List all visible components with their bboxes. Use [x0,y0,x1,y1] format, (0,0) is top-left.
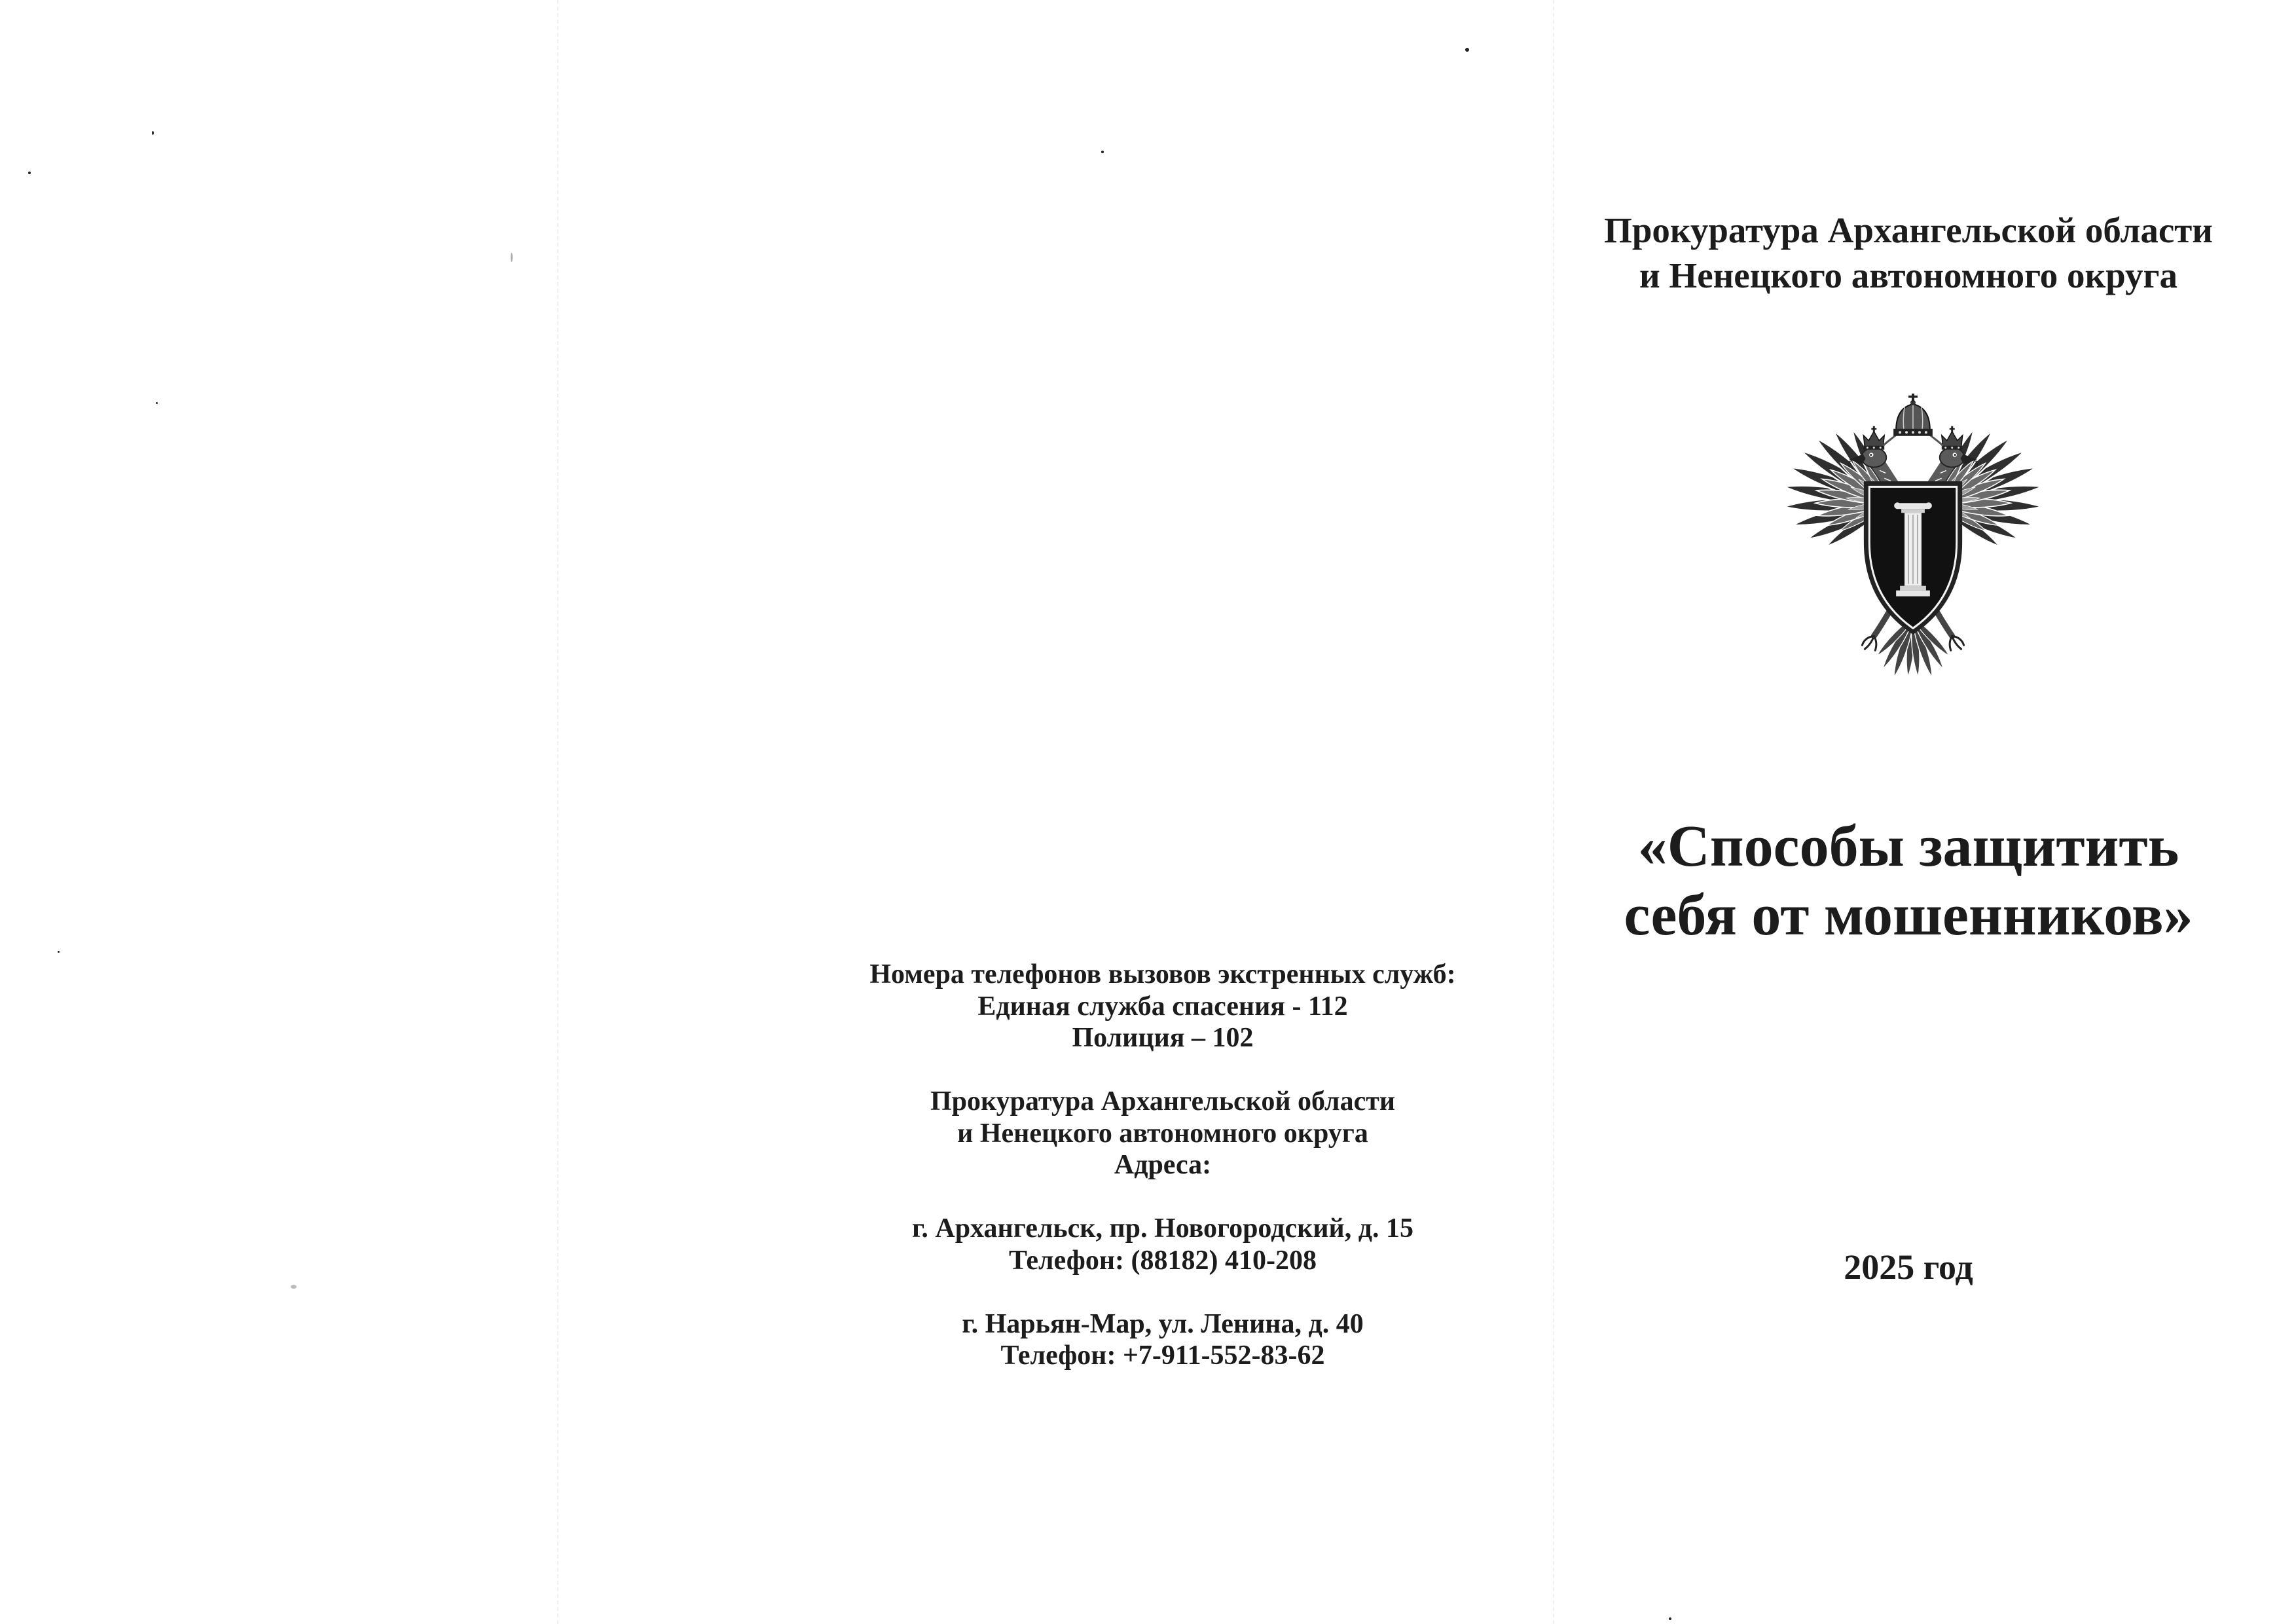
addresses-label: Адреса: [1114,1150,1212,1180]
emergency-line-rescue: Единая служба спасения - 112 [977,991,1348,1022]
office-naryan-mar [803,1308,1523,1372]
organization-name-line-1: Прокуратура Архангельской области [1604,210,2213,250]
cover-panel [1532,0,2285,1624]
organization-name-line-2: и Ненецкого автономного округа [957,1118,1368,1149]
emergency-heading: Номера телефонов вызовов экстренных служб: [869,959,1456,989]
scan-speck [1465,48,1469,52]
office-phone: Телефон: (88182) 410-208 [1009,1245,1317,1276]
brochure-title [1532,812,2285,950]
office-address: г. Архангельск, пр. Новогородский, д. 15 [912,1213,1413,1244]
fold-line [557,0,558,1624]
contacts-panel [803,959,1523,1372]
office-arkhangelsk [803,1213,1523,1276]
year-label: 2025 год [1844,1247,1973,1287]
office-phone: Телефон: +7-911-552-83-62 [1000,1340,1325,1371]
scan-speck [511,253,513,262]
organization-name-line-1: Прокуратура Архангельской области [930,1086,1396,1116]
scan-speck [58,951,60,953]
scan-speck [28,172,31,174]
office-address: г. Нарьян-Мар, ул. Ленина, д. 40 [962,1308,1364,1339]
crown-icon [1893,394,1933,436]
emergency-line-police: Полиция – 102 [1072,1023,1254,1053]
emergency-numbers [803,959,1523,1054]
scan-speck [152,131,154,135]
organization-name-line-2: и Ненецкого автономного округа [1639,255,2178,295]
scan-speck [1101,151,1104,153]
organization-block [803,1086,1523,1181]
scan-speck [156,402,158,404]
prosecutor-emblem-icon [1776,393,2050,684]
title-line-2: себя от мошенников» [1624,883,2193,948]
cover-organization [1532,208,2285,298]
title-line-1: «Способы защитить [1637,814,2179,879]
scan-speck [291,1285,297,1289]
